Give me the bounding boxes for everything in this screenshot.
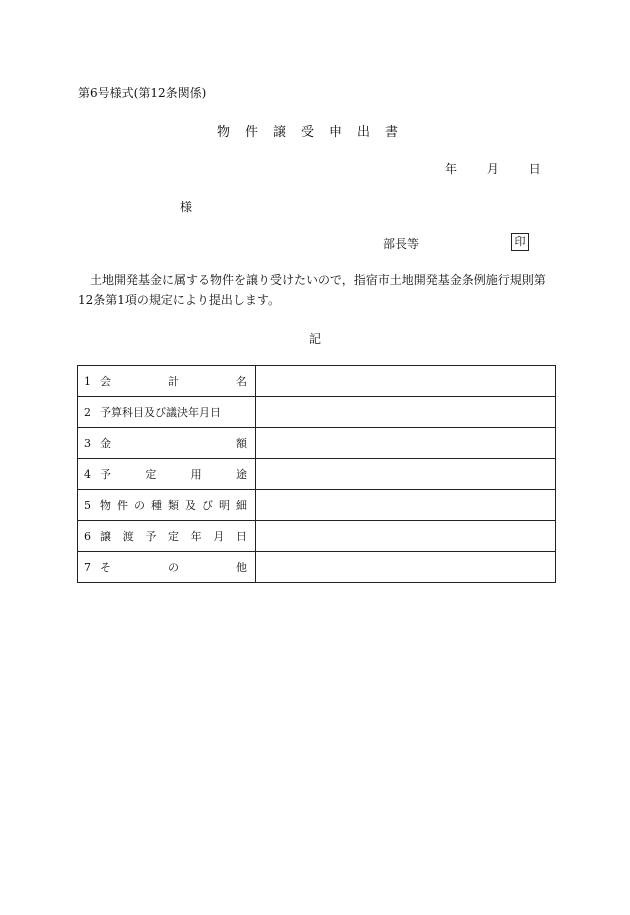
- row-label-cell: [78, 397, 256, 428]
- table-row: [78, 397, 556, 428]
- seal-mark: 印: [511, 233, 529, 251]
- row-label-cell: [78, 366, 256, 397]
- row-label: 物 件 の 種 類 及 び 明 細: [100, 499, 247, 512]
- row-number: 2: [84, 405, 91, 419]
- row-value-cell[interactable]: [256, 366, 556, 397]
- row-label: そ の 他: [100, 561, 247, 574]
- document-title: 物件譲受申出書: [216, 125, 413, 140]
- row-label: 予 定 用 途: [100, 468, 247, 481]
- sender-label: 部長等: [383, 237, 420, 251]
- table-row: [78, 428, 556, 459]
- items-table: [77, 365, 556, 583]
- row-number: 6: [84, 529, 91, 543]
- date-day-label: 日: [528, 162, 541, 176]
- row-label: 会 計 名: [100, 375, 247, 388]
- row-value-cell[interactable]: [256, 490, 556, 521]
- row-value-cell[interactable]: [256, 397, 556, 428]
- row-label-cell: [78, 459, 256, 490]
- addressee-suffix: 様: [180, 200, 193, 214]
- ki-heading: 記: [308, 332, 321, 346]
- row-label-cell: [78, 552, 256, 583]
- row-value-cell[interactable]: [256, 521, 556, 552]
- row-number: 3: [84, 436, 91, 450]
- row-label: 予算科目及び議決年月日: [100, 406, 221, 419]
- date-line: [445, 160, 541, 177]
- row-value-cell[interactable]: [256, 552, 556, 583]
- row-number: 4: [84, 467, 91, 481]
- table-row: [78, 521, 556, 552]
- row-label-cell: [78, 490, 256, 521]
- row-label-cell: [78, 428, 256, 459]
- row-value-cell[interactable]: [256, 459, 556, 490]
- row-number: 5: [84, 498, 91, 512]
- form-number: 第6号様式(第12条関係): [78, 86, 207, 100]
- row-value-cell[interactable]: [256, 428, 556, 459]
- table-row: [78, 366, 556, 397]
- row-number: 7: [84, 560, 91, 574]
- body-text: 土地開発基金に属する物件を譲り受けたいので，指宿市土地開発基金条例施行規則第12条第1項の規定により提出します。: [78, 273, 546, 307]
- date-year-label: 年: [445, 162, 458, 176]
- date-month-label: 月: [486, 162, 499, 176]
- table-row: [78, 552, 556, 583]
- row-label: 譲 渡 予 定 年 月 日: [100, 530, 247, 543]
- row-number: 1: [84, 374, 91, 388]
- row-label: 金 額: [100, 437, 247, 450]
- table-row: [78, 459, 556, 490]
- table-row: [78, 490, 556, 521]
- row-label-cell: [78, 521, 256, 552]
